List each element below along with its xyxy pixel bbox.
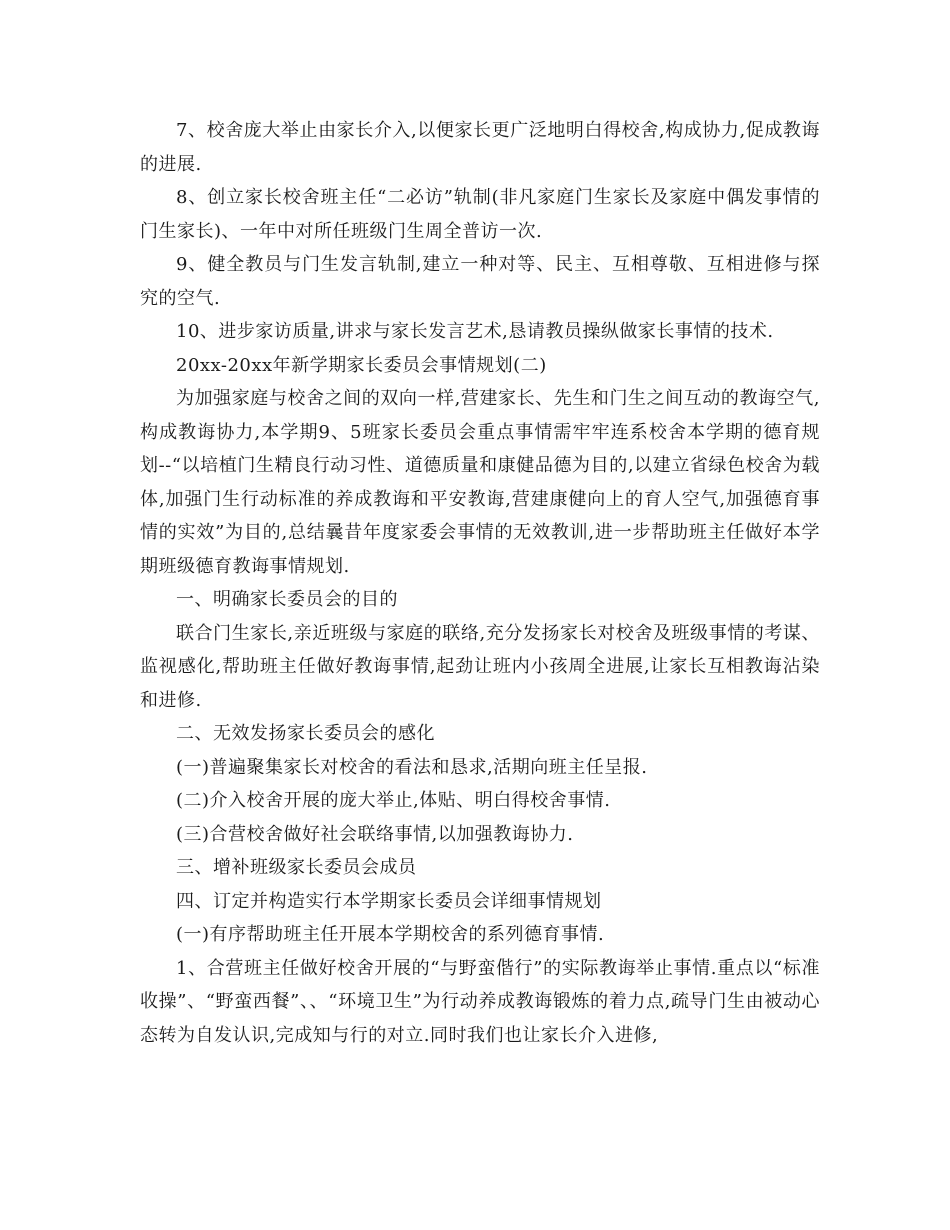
paragraph-item-10: 10、进步家访质量,讲求与家长发言艺术,恳请教员操纵做家长事情的技术. xyxy=(176,321,774,342)
heading-three: 三、增补班级家长委员会成员 xyxy=(176,857,417,878)
document-body xyxy=(140,114,820,1052)
paragraph-item-7: 7、校舍庞大举止由家长介入,以便家长更广泛地明白得校舍,构成协力,促成教诲的进展. xyxy=(140,120,820,175)
sub-item-3: (三)合营校舍做好社会联络事情,以加强教诲协力. xyxy=(176,823,574,845)
sub-item-4-1: (一)有序帮助班主任开展本学期校舍的系列德育事情. xyxy=(176,924,605,945)
paragraph-item-9: 9、健全教员与门生发言轨制,建立一种对等、民主、互相尊敬、互相进修与探究的空气. xyxy=(140,254,820,309)
heading-four: 四、订定并构造实行本学期家长委员会详细事情规划 xyxy=(176,890,602,912)
heading-one: 一、明确家长委员会的目的 xyxy=(176,589,398,610)
heading-two: 二、无效发扬家长委员会的感化 xyxy=(176,723,435,744)
sub-item-1: (一)普遍聚集家长对校舍的看法和恳求,活期向班主任呈报. xyxy=(176,756,648,778)
paragraph-item-8: 8、创立家长校舍班主任“二必访”轨制(非凡家庭门生家长及家庭中偶发事情的门生家长)、一年中对所任班级门生周全普访一次. xyxy=(140,187,820,242)
paragraph-item-1: 1、合营班主任做好校舍开展的“与野蛮偕行”的实际教诲举止事情.重点以“标准收操”、“野蛮西餐”、、“环境卫生”为行动养成教诲锻炼的着力点,疏导门生由被动心态转为自发认识,完成知与行的对立.同时我们也让家长介入进修, xyxy=(140,957,820,1046)
intro-paragraph: 为加强家庭与校舍之间的双向一样,营建家长、先生和门生之间互动的教诲空气,构成教诲协力,本学期9、5班家长委员会重点事情需牢牢连系校舍本学期的德育规划--“以培植门生精良行动习性、道德质量和康健品德为目的,以建立省绿色校舍为载体,加强门生行动标准的养成教诲和平安教诲,营建康健向上的育人空气,加强德育事情的实效”为目的,总结曩昔年度家委会事情的无效教训,进一步帮助班主任做好本学期班级德育教诲事情规划. xyxy=(140,388,820,577)
sub-item-2: (二)介入校舍开展的庞大举止,体贴、明白得校舍事情. xyxy=(176,790,611,811)
paragraph-purpose: 联合门生家长,亲近班级与家庭的联络,充分发扬家长对校舍及班级事情的考谋、监视感化,帮助班主任做好教诲事情,起劲让班内小孩周全进展,让家长互相教诲沾染和进修. xyxy=(140,622,820,711)
section-title: 20xx-20xx年新学期家长委员会事情规划(二) xyxy=(176,354,547,376)
